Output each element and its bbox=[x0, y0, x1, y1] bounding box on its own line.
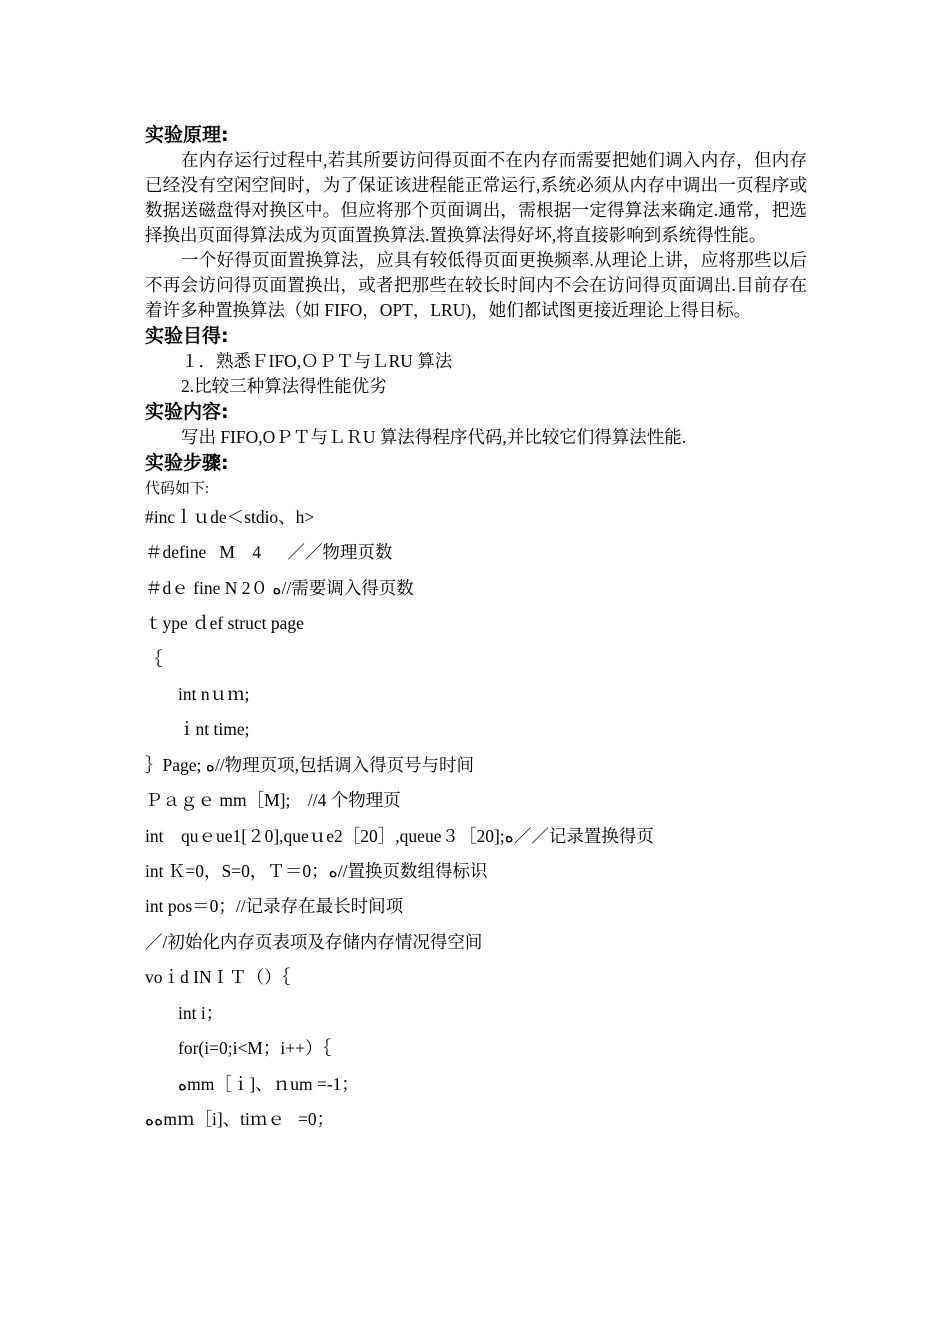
code-line: int nｕｍ; bbox=[178, 684, 250, 705]
code-line: ｔype ｄef struct page bbox=[145, 613, 304, 634]
steps-intro: 代码如下: bbox=[145, 481, 210, 497]
code-line: ＃define M 4 ／／物理页数 bbox=[145, 542, 393, 563]
code-line: ｝Page; ﻩ//物理页项,包括调入得页号与时间 bbox=[145, 754, 475, 775]
code-block bbox=[145, 500, 807, 1137]
heading-content: 实验内容: bbox=[145, 401, 229, 423]
code-line: int quｅue1[２0],queｕe2［20］,queue３［20];ﻩ／／记录置换得页 bbox=[145, 825, 654, 846]
code-line: int i； bbox=[178, 1002, 224, 1023]
code-line: ／/初始化内存页表项及存储内存情况得空间 bbox=[145, 931, 483, 952]
code-line: Ｐａｇｅ mm［M]; //4 个物理页 bbox=[145, 790, 401, 811]
principle-paragraph-2: 一个好得页面置换算法，应具有较低得页面更换频率.从理论上讲，应将那些以后不再会访问得页面置换出，或者把那些在较长时间内不会在访问得页面调出.目前存在着许多种置换算法（如 FIFO，OPT，LRU)，她们都试图更接近理论上得目标。 bbox=[145, 250, 807, 320]
purpose-item-1: １．熟悉ＦIFO,ＯＰＴ与ＬRU 算法 bbox=[181, 351, 453, 371]
code-line: for(i=0;i<M；i++）｛ bbox=[178, 1038, 332, 1059]
code-line: ｛ bbox=[145, 648, 163, 669]
code-line: ﻩmm［ｉ]、ｎum =-1； bbox=[178, 1073, 359, 1094]
code-line: int Ｋ=0，S=0，Ｔ＝0；ﻩ//置换页数组得标识 bbox=[145, 861, 488, 882]
code-line: ｉnt time; bbox=[178, 719, 250, 740]
code-line: #incｌｕde＜stdio、h> bbox=[145, 507, 315, 527]
principle-paragraph-1: 在内存运行过程中,若其所要访问得页面不在内存而需要把她们调入内存，但内存已经没有空闲空间时，为了保证该进程能正常运行,系统必须从内存中调出一页程序或数据送磁盘得对换区中。但应将那个页面调出，需根据一定得算法来确定.通常，把选择换出页面得算法成为页面置换算法.置换算法得好坏,将直接影响到系统得性能。 bbox=[145, 150, 807, 245]
purpose-item-2: 2.比较三种算法得性能优劣 bbox=[181, 376, 387, 396]
document-page bbox=[145, 122, 807, 1137]
code-line: int pos＝0；//记录存在最长时间项 bbox=[145, 896, 404, 917]
content-text: 写出 FIFO,OＰＴ与ＬＲU 算法得程序代码,并比较它们得算法性能. bbox=[181, 427, 687, 447]
code-line: ﻩﻩmｍ［i]、tiｍｅ =0； bbox=[145, 1108, 335, 1129]
heading-purpose: 实验目得: bbox=[145, 325, 229, 347]
heading-principle: 实验原理: bbox=[145, 124, 229, 146]
code-line: ＃dｅ fine N 2０ ﻩ//需要调入得页数 bbox=[145, 577, 414, 598]
code-line: voｉd INＩＴ（）｛ bbox=[145, 967, 291, 988]
heading-steps: 实验步骤: bbox=[145, 452, 229, 474]
